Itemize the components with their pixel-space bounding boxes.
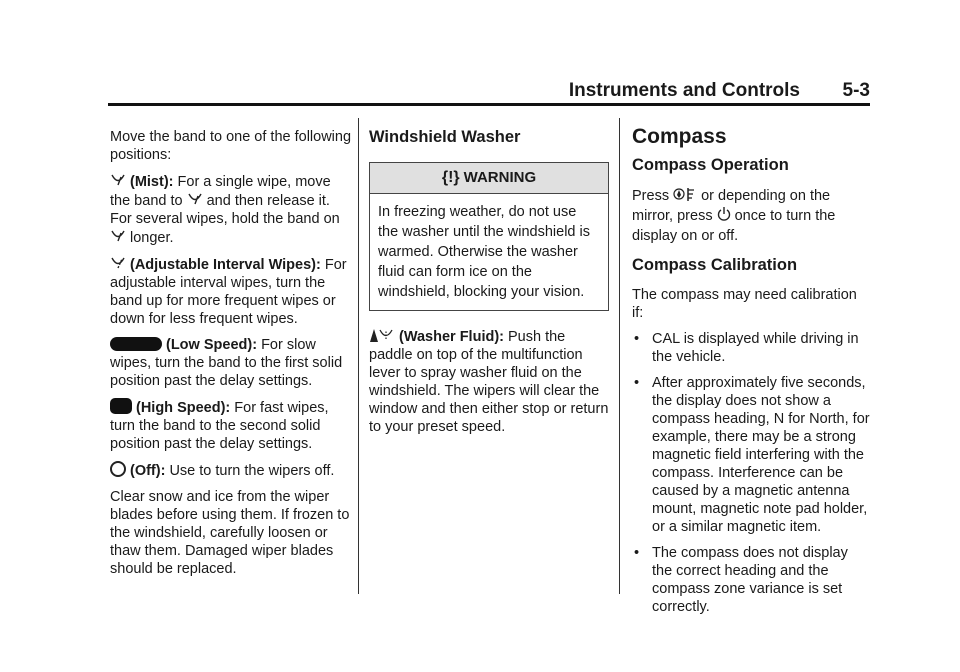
mist-text-a: For a single wipe, move the band to: [110, 174, 331, 209]
op-text-b: or depending on the mirror, press: [632, 188, 831, 224]
calibration-intro: The compass may need calibration if:: [632, 287, 857, 321]
low-speed-paragraph: [110, 336, 352, 390]
power-icon: [717, 206, 731, 222]
column-wiper-positions: [110, 128, 352, 586]
page-header-title: Instruments and Controls: [568, 80, 800, 101]
adjustable-paragraph: [110, 255, 352, 328]
low-speed-icon: [110, 337, 162, 351]
washer-paragraph: [369, 327, 609, 436]
clear-snow-paragraph: Clear snow and ice from the wiper blades before using them. If frozen to the windshield, carefully loosen or thaw them. Damaged wiper blades should be replaced.: [110, 489, 350, 577]
interval-wiper-icon: [110, 255, 126, 271]
list-item-text: After approximately five seconds, the display does not show a compass heading, N for North, for example, there may be a strong magnetic field interfering with the compass. Interference can be caused by a magnetic antenna mount, magnetic note pad holder, or a similar magnetic item.: [652, 375, 870, 535]
mist-wiper-icon: [110, 228, 126, 244]
high-speed-text: For fast wipes, turn the band to the second solid position past the delay settings.: [110, 400, 329, 452]
compass-button-icon: [673, 186, 697, 202]
washer-label: (Washer Fluid):: [399, 329, 504, 345]
warning-box: [369, 162, 609, 311]
calibration-list: [632, 330, 872, 616]
warning-title: WARNING: [463, 169, 537, 186]
warning-text: In freezing weather, do not use the washer until the windshield is warmed. Otherwise the washer fluid can form ice on the windshield, blocking your vision.: [378, 204, 590, 300]
windshield-washer-heading: Windshield Washer: [369, 128, 521, 146]
list-item: [632, 330, 872, 366]
list-item: [632, 544, 872, 616]
page-number: 5-3: [842, 80, 870, 101]
mist-wiper-icon: [110, 172, 126, 188]
bullet-icon: •: [634, 331, 640, 347]
list-item-text: The compass does not display the correct heading and the compass zone variance is set correctly.: [652, 545, 848, 615]
warning-triangle-icon: {!}: [441, 169, 460, 186]
adjustable-text: For adjustable interval wipes, turn the band up for more frequent wipes or down for less frequent wipes.: [110, 257, 347, 327]
compass-operation-heading: Compass Operation: [632, 156, 789, 174]
column-windshield-washer: [369, 128, 609, 444]
compass-heading: Compass: [632, 125, 727, 148]
off-text: Use to turn the wipers off.: [169, 463, 335, 479]
low-speed-label: (Low Speed):: [166, 337, 258, 353]
high-speed-label: (High Speed):: [136, 400, 231, 416]
adjustable-label: (Adjustable Interval Wipes):: [130, 257, 321, 273]
washer-text: Push the paddle on top of the multifunction lever to spray washer fluid on the windshield. The wipers will clear the window and then either stop or return to your preset speed.: [369, 329, 609, 435]
column-divider: [619, 118, 620, 594]
mist-text-c: longer.: [130, 230, 174, 246]
column-compass: [632, 125, 872, 624]
op-text-c: once to turn the display on or off.: [632, 208, 836, 244]
compass-operation-text: [632, 186, 872, 246]
mist-wiper-icon: [187, 191, 203, 207]
mist-text-b: and then release it. For several wipes, hold the band on: [110, 193, 340, 227]
header-rule: [108, 103, 870, 106]
off-label: (Off):: [130, 463, 166, 479]
warning-header: [370, 163, 608, 194]
compass-calibration-heading: Compass Calibration: [632, 256, 798, 274]
high-speed-paragraph: [110, 398, 352, 453]
high-speed-icon: [110, 398, 132, 414]
low-speed-text: For slow wipes, turn the band to the first solid position past the delay settings.: [110, 337, 343, 389]
bullet-icon: •: [634, 545, 640, 561]
mist-paragraph: [110, 172, 352, 247]
mist-label: (Mist):: [130, 174, 174, 190]
intro-text: Move the band to one of the following positions:: [110, 129, 352, 163]
op-text-a: Press: [632, 188, 670, 204]
off-circle-icon: [110, 461, 126, 477]
bullet-icon: •: [634, 375, 640, 391]
column-divider: [358, 118, 359, 594]
list-item: [632, 374, 872, 536]
washer-fluid-icon: [369, 327, 395, 343]
off-paragraph: [110, 461, 352, 480]
list-item-text: CAL is displayed while driving in the vehicle.: [652, 331, 859, 365]
